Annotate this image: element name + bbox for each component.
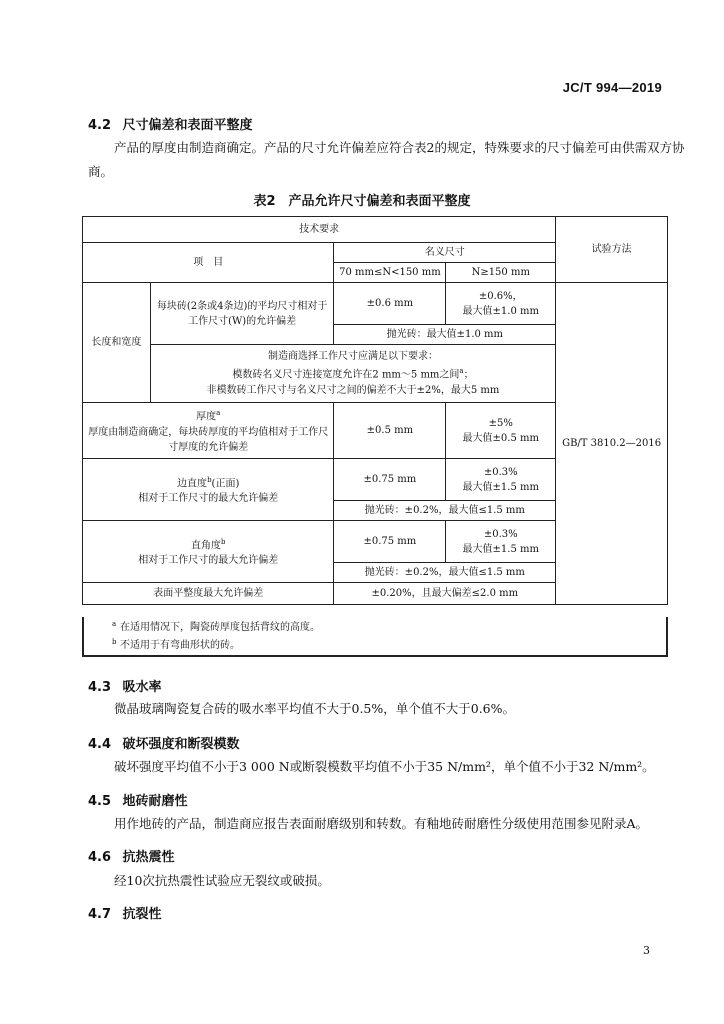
section-4-2-heading (88, 114, 253, 133)
section-number: 4.3 (88, 680, 112, 695)
edge-item (83, 459, 334, 521)
edge-value-2a: ±0.3% (483, 466, 518, 478)
edge-polish: 抛光砖：±0.2%，最大值≤1.5 mm (334, 501, 556, 521)
section-number: 4.4 (88, 737, 112, 752)
table-head-col2: N≥150 mm (446, 263, 556, 283)
rectangularity-value-2 (446, 521, 556, 563)
section-number: 4.7 (88, 907, 112, 922)
footnote-mark-a: a (216, 409, 221, 418)
footnote-b-mark: b (112, 638, 117, 646)
thickness-item (83, 403, 334, 459)
footnote-a-text: 在适用情况下，陶瓷砖厚度包括背纹的高度。 (120, 622, 320, 633)
flatness-item: 表面平整度最大允许偏差 (83, 583, 334, 605)
section-title: 抗裂性 (122, 907, 162, 922)
thickness-desc: 厚度由制造商确定，每块砖厚度的平均值相对于工作尺寸厚度的允许偏差 (88, 426, 329, 453)
section-4-5-heading (88, 790, 188, 809)
thickness-title: 厚度 (196, 411, 217, 423)
edge-value-2 (446, 459, 556, 501)
thickness-value-1: ±0.5 mm (334, 403, 446, 459)
length-note-3: 非模数砖工作尺寸与名义尺寸之间的偏差不大于±2%，最大5 mm (206, 384, 500, 396)
edge-title: 边直度 (177, 478, 208, 490)
length-value-1: ±0.6 mm (334, 283, 446, 325)
thickness-value-2a: ±5% (488, 417, 513, 429)
standard-code: JC/T 994—2019 (562, 80, 662, 95)
table-head-method: 试验方法 (556, 217, 668, 283)
length-note-1: 制造商选择工作尺寸应满足以下要求： (268, 351, 439, 363)
table-head-col1: 70 mm≤N<150 mm (334, 263, 446, 283)
section-number: 4.2 (88, 118, 112, 133)
table-head-item: 项 目 (83, 243, 334, 283)
section-4-7-heading (88, 903, 162, 922)
thickness-value-2b: 最大值±0.5 mm (462, 432, 539, 444)
rectangularity-title: 直角度 (190, 540, 221, 552)
section-4-2-text: 产品的厚度由制造商确定。产品的尺寸允许偏差应符合表2的规定，特殊要求的尺寸偏差可由供需双方协商。 (88, 140, 685, 179)
footnote-a (112, 619, 666, 637)
length-value-2 (446, 283, 556, 325)
rectangularity-desc: 相对于工作尺寸的最大允许偏差 (138, 555, 279, 567)
section-4-5-text: 用作地砖的产品，制造商应报告表面耐磨级别和转数。有釉地砖耐磨性分级使用范围参见附录A。 (114, 816, 649, 831)
length-item: 每块砖(2条或4条边)的平均尺寸相对于工作尺寸(W)的允许偏差 (150, 283, 334, 345)
length-value-2a: ±0.6%， (478, 290, 523, 302)
rectangularity-item (83, 521, 334, 583)
length-value-2b: 最大值±1.0 mm (462, 305, 539, 317)
table-footnotes (82, 617, 668, 657)
length-polish: 抛光砖：最大值±1.0 mm (334, 325, 556, 345)
flatness-value: ±0.20%，且最大偏差≤2.0 mm (334, 583, 556, 605)
section-4-3-text: 微晶玻璃陶瓷复合砖的吸水率平均值不大于0.5%，单个值不大于0.6%。 (114, 701, 516, 716)
edge-value-2b: 最大值±1.5 mm (462, 481, 539, 493)
edge-suffix: (正面) (211, 478, 240, 490)
footnote-b (112, 637, 666, 655)
length-note-2-wrap: 模数砖名义尺寸连接宽度允许在2 mm～5 mm之间$^a$； (232, 367, 474, 381)
length-note-2: 模数砖名义尺寸连接宽度允许在2 mm～5 mm之间 (232, 369, 460, 381)
section-title: 尺寸偏差和表面平整度 (122, 118, 253, 133)
footnote-mark-b: b (207, 475, 212, 484)
rectangularity-value-2a: ±0.3% (483, 528, 518, 540)
page-number: 3 (643, 944, 650, 957)
section-title: 吸水率 (122, 680, 162, 695)
rectangularity-title-wrap (86, 535, 330, 553)
group-length-width: 长度和宽度 (83, 283, 151, 403)
section-4-4-text: 破坏强度平均值不小于3 000 N或断裂模数平均值不小于35 N/mm²，单个值不小于32 N/mm²。 (114, 759, 655, 774)
thickness-title-wrap (86, 406, 330, 424)
section-title: 破坏强度和断裂模数 (122, 737, 240, 752)
footnote-a-mark: a (112, 620, 117, 628)
rectangularity-value-1: ±0.75 mm (334, 521, 446, 563)
table-head-tech: 技术要求 (83, 217, 556, 243)
length-notes (150, 345, 555, 403)
thickness-value-2 (446, 403, 556, 459)
edge-desc: 相对于工作尺寸的最大允许偏差 (138, 493, 279, 505)
test-method: GB/T 3810.2—2016 (556, 283, 668, 605)
section-4-6-heading (88, 846, 175, 865)
footnote-mark-b: b (220, 537, 226, 546)
edge-title-wrap (86, 473, 330, 491)
edge-value-1: ±0.75 mm (334, 459, 446, 501)
table-head-nominal: 名义尺寸 (334, 243, 556, 263)
section-4-4-heading (88, 733, 240, 752)
section-4-3-heading (88, 676, 162, 695)
table-title: 表2 产品允许尺寸偏差和表面平整度 (253, 194, 471, 209)
rectangularity-value-2b: 最大值±1.5 mm (462, 543, 539, 555)
section-title: 地砖耐磨性 (122, 794, 188, 809)
section-number: 4.5 (88, 794, 112, 809)
footnote-mark-a: a (459, 367, 464, 376)
section-number: 4.6 (88, 850, 112, 865)
footnote-b-text: 不适用于有弯曲形状的砖。 (120, 640, 240, 651)
section-4-6-text: 经10次抗热震性试验应无裂纹或破损。 (114, 873, 330, 888)
rectangularity-polish: 抛光砖：±0.2%，最大值≤1.5 mm (334, 563, 556, 583)
section-title: 抗热震性 (122, 850, 175, 865)
tolerance-table (82, 216, 668, 605)
